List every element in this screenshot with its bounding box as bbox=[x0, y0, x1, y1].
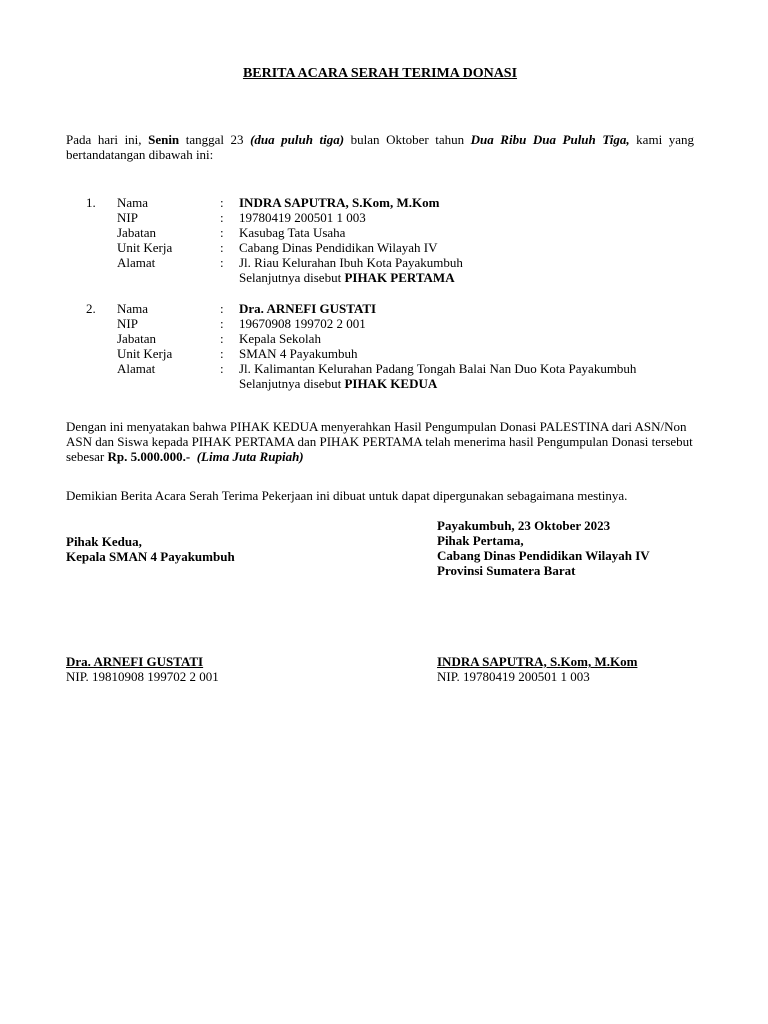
sign-right-name: INDRA SAPUTRA, S.Kom, M.Kom bbox=[437, 654, 638, 669]
intro-day: Senin bbox=[148, 132, 180, 147]
signature-block-right bbox=[437, 518, 650, 578]
label-unit-kerja: Unit Kerja bbox=[117, 346, 173, 361]
sign-left-nip: NIP. 19810908 199702 2 001 bbox=[66, 669, 219, 684]
statement-text: Dengan ini menyatakan bahwa PIHAK KEDUA menyerahkan Hasil Pengumpulan Donasi PALESTINA dari ASN/Non ASN dan Siswa kepada PIHAK PERTAMA dan PIHAK PERTAMA telah menerima hasil Pengumpulan Donasi tersebut sebesar bbox=[66, 419, 693, 464]
statement-paragraph bbox=[66, 419, 694, 464]
colon: : bbox=[220, 361, 224, 376]
label-nama: Nama bbox=[117, 301, 149, 316]
party-first-jabatan: Kasubag Tata Usaha bbox=[239, 225, 346, 240]
sign-right-line1: Pihak Pertama, bbox=[437, 533, 524, 548]
intro-date-words: (dua puluh tiga) bbox=[250, 132, 345, 147]
party-second bbox=[66, 301, 706, 391]
party-first-nip: 19780419 200501 1 003 bbox=[239, 210, 366, 225]
intro-year-words: Dua Ribu Dua Puluh Tiga, bbox=[470, 132, 630, 147]
label-nama: Nama bbox=[117, 195, 149, 210]
colon: : bbox=[220, 316, 224, 331]
sign-right-line3: Provinsi Sumatera Barat bbox=[437, 563, 576, 578]
party-second-unit-row bbox=[66, 346, 706, 361]
signature-block-left bbox=[66, 534, 235, 564]
party-first bbox=[66, 195, 706, 285]
party-first-nama-row bbox=[66, 195, 706, 210]
intro-text-3: bulan Oktober tahun bbox=[344, 132, 471, 147]
sign-left-line1: Pihak Kedua, bbox=[66, 534, 142, 549]
colon: : bbox=[220, 225, 224, 240]
party-first-number: 1. bbox=[86, 195, 96, 210]
sign-right-line2: Cabang Dinas Pendidikan Wilayah IV bbox=[437, 548, 650, 563]
sign-left-line2: Kepala SMAN 4 Payakumbuh bbox=[66, 549, 235, 564]
party-first-disebut: PIHAK PERTAMA bbox=[344, 270, 455, 285]
party-second-nama: Dra. ARNEFI GUSTATI bbox=[239, 301, 377, 316]
party-first-unit: Cabang Dinas Pendidikan Wilayah IV bbox=[239, 240, 438, 255]
signatory-right bbox=[437, 654, 637, 684]
party-second-alamat: Jl. Kalimantan Kelurahan Padang Tongah Balai Nan Duo Kota Payakumbuh bbox=[239, 361, 637, 376]
party-second-disebut-row bbox=[66, 376, 706, 391]
party-first-jabatan-row bbox=[66, 225, 706, 240]
intro-paragraph bbox=[66, 132, 694, 162]
document-title: BERITA ACARA SERAH TERIMA DONASI bbox=[242, 66, 518, 81]
colon: : bbox=[220, 346, 224, 361]
party-first-alamat-row bbox=[66, 255, 706, 270]
party-second-number: 2. bbox=[86, 301, 96, 316]
party-second-nip-row bbox=[66, 316, 706, 331]
party-first-alamat: Jl. Riau Kelurahan Ibuh Kota Payakumbuh bbox=[239, 255, 463, 270]
party-second-disebut-prefix: Selanjutnya disebut bbox=[239, 376, 345, 391]
statement-amount-words: (Lima Juta Rupiah) bbox=[196, 449, 304, 464]
party-second-jabatan: Kepala Sekolah bbox=[239, 331, 321, 346]
colon: : bbox=[220, 240, 224, 255]
party-second-nama-row bbox=[66, 301, 706, 316]
party-second-disebut: PIHAK KEDUA bbox=[344, 376, 438, 391]
colon: : bbox=[220, 210, 224, 225]
colon: : bbox=[220, 255, 224, 270]
label-alamat: Alamat bbox=[117, 255, 156, 270]
party-second-alamat-row bbox=[66, 361, 706, 376]
party-second-jabatan-row bbox=[66, 331, 706, 346]
signatory-left bbox=[66, 654, 219, 684]
statement-amount: Rp. 5.000.000.- bbox=[107, 449, 191, 464]
party-first-disebut-row bbox=[66, 270, 706, 285]
party-first-disebut-prefix: Selanjutnya disebut bbox=[239, 270, 345, 285]
label-alamat: Alamat bbox=[117, 361, 156, 376]
intro-text-1: Pada hari ini, bbox=[66, 132, 149, 147]
party-first-unit-row bbox=[66, 240, 706, 255]
label-nip: NIP bbox=[117, 316, 138, 331]
party-second-unit: SMAN 4 Payakumbuh bbox=[239, 346, 358, 361]
closing-paragraph: Demikian Berita Acara Serah Terima Pekerjaan ini dibuat untuk dapat dipergunakan sebagaimana mestinya. bbox=[66, 488, 628, 503]
colon: : bbox=[220, 301, 224, 316]
colon: : bbox=[220, 331, 224, 346]
sign-left-name: Dra. ARNEFI GUSTATI bbox=[66, 654, 204, 669]
party-second-nip: 19670908 199702 2 001 bbox=[239, 316, 366, 331]
intro-text-2: tanggal 23 bbox=[179, 132, 251, 147]
party-first-nama: INDRA SAPUTRA, S.Kom, M.Kom bbox=[239, 195, 440, 210]
sign-right-nip: NIP. 19780419 200501 1 003 bbox=[437, 669, 590, 684]
label-jabatan: Jabatan bbox=[117, 225, 156, 240]
label-jabatan: Jabatan bbox=[117, 331, 156, 346]
intro-text-4: kami yang bertandatangan dibawah ini: bbox=[66, 132, 694, 162]
label-unit-kerja: Unit Kerja bbox=[117, 240, 173, 255]
label-nip: NIP bbox=[117, 210, 138, 225]
colon: : bbox=[220, 195, 224, 210]
party-first-nip-row bbox=[66, 210, 706, 225]
sign-right-place-date: Payakumbuh, 23 Oktober 2023 bbox=[437, 518, 611, 533]
